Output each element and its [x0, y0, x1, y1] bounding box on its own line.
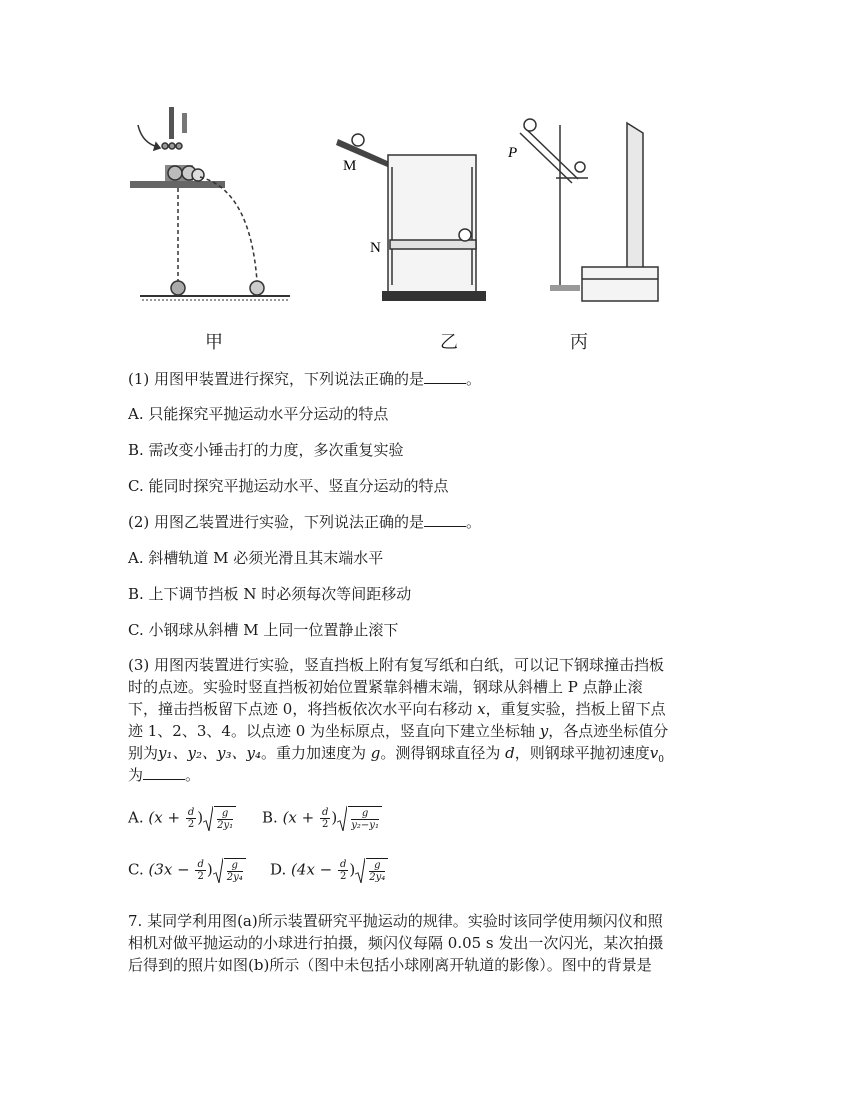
q1-option-c: C. 能同时探究平抛运动水平、竖直分运动的特点 [128, 477, 449, 495]
q3-option-c-letter: C. [128, 860, 144, 879]
close-paren: ) [206, 860, 213, 879]
q3-line6-a: 为 [128, 766, 144, 784]
q3-line4 [128, 720, 668, 741]
q3-line5-d: ，则钢球平抛初速度 [514, 744, 650, 762]
q3-option-a-sqrt [203, 806, 237, 831]
q3-option-a-frac [186, 807, 196, 830]
q3-var-y: y [539, 722, 549, 740]
q3-line6-b: 。 [185, 766, 201, 784]
sqrt-den: 2y₁ [217, 820, 234, 831]
close-paren: ) [349, 860, 356, 879]
caption-bing: 丙 [570, 332, 588, 353]
q3-line5-b: 。重力加速度为 [260, 744, 371, 762]
sqrt-den: 2y₄ [369, 872, 386, 883]
frac-den: 2 [197, 871, 204, 882]
sqrt-num: g [351, 808, 379, 820]
frac-num: d [197, 859, 204, 870]
q2-option-a: A. 斜槽轨道 M 必须光滑且其末端水平 [128, 549, 384, 567]
q3-line5 [128, 742, 664, 765]
sqrt-num: g [369, 860, 385, 872]
q3-line2: 时的点迹。实验时竖直挡板初始位置紧靠斜槽末端，钢球从斜槽上 P 点静止滚 [128, 678, 643, 696]
figure-yi [336, 134, 486, 301]
q1-option-a: A. 只能探究平抛运动水平分运动的特点 [128, 405, 389, 423]
sqrt-den: y₂−y₁ [351, 820, 379, 831]
q2-answer-blank [424, 512, 466, 527]
q3-option-a-letter: A. [128, 808, 144, 827]
q7-line2: 相机对做平抛运动的小球进行拍摄，频闪仪每隔 0.05 s 发出一次闪光，某次拍摄 [128, 934, 664, 952]
q2-stem [128, 511, 481, 532]
q3-option-a-expr: (x + [148, 808, 185, 827]
q3-option-b-sqrt [337, 806, 383, 831]
q3-option-b-frac [320, 807, 330, 830]
q3-option-b-letter: B. [262, 808, 278, 827]
q3-option-c-expr: (3x − [148, 860, 195, 879]
q3-var-x: x [477, 700, 486, 718]
q3-line3-b: ，重复实验，挡板上留下点 [485, 700, 666, 718]
q3-option-d-letter: D. [270, 860, 287, 879]
q2-stem-text: (2) 用图乙装置进行实验，下列说法正确的是 [128, 513, 425, 531]
q3-line6 [128, 764, 200, 785]
q3-line3 [128, 698, 666, 719]
q3-line1: (3) 用图丙装置进行实验，竖直挡板上附有复写纸和白纸，可以记下钢球撞击挡板 [128, 656, 665, 674]
q3-option-b-expr: (x + [282, 808, 319, 827]
q3-y-list: y₁、y₂、y₃、y₄ [158, 744, 261, 762]
q3-option-d-expr: (4x − [291, 860, 338, 879]
q3-option-d [270, 858, 389, 883]
q3-var-d: d [505, 744, 515, 762]
q3-option-a [128, 806, 237, 831]
label-P: P [508, 145, 518, 161]
q3-option-b [262, 806, 383, 831]
q3-option-c [128, 858, 247, 883]
q3-answer-blank [143, 765, 185, 780]
q3-option-d-sqrt [355, 858, 389, 883]
q3-sub-0: 0 [658, 755, 664, 765]
frac-num: d [187, 807, 195, 818]
q7-line3: 后得到的照片如图(b)所示（图中未包括小球刚离开轨道的影像）。图中的背景是 [128, 956, 652, 974]
q2-option-b: B. 上下调节挡板 N 时必须每次等间距移动 [128, 585, 412, 603]
close-paren: ) [197, 808, 204, 827]
caption-jia: 甲 [205, 332, 223, 353]
frac-num: d [340, 859, 347, 870]
q7-line1: 7. 某同学利用图(a)所示装置研究平抛运动的规律。实验时该同学使用频闪仪和照 [128, 912, 663, 930]
q1-stem-end: 。 [466, 370, 482, 388]
q2-option-c: C. 小钢球从斜槽 M 上同一位置静止滚下 [128, 621, 399, 639]
q3-line5-c: 。测得钢球直径为 [380, 744, 506, 762]
close-paren: ) [331, 808, 338, 827]
experiment-figures [120, 95, 680, 357]
label-N: N [370, 240, 381, 256]
q1-answer-blank [424, 369, 466, 384]
q3-option-c-frac [195, 859, 205, 882]
figure-bing [520, 119, 658, 301]
frac-den: 2 [340, 871, 347, 882]
frac-num: d [322, 807, 329, 818]
q1-option-b: B. 需改变小锤击打的力度，多次重复实验 [128, 441, 404, 459]
caption-yi: 乙 [440, 332, 458, 353]
sqrt-den: 2y₄ [226, 872, 243, 883]
label-M: M [343, 158, 357, 174]
q3-line4-b: ，各点迹坐标值分 [548, 722, 669, 740]
sqrt-num: g [227, 860, 243, 872]
q1-stem [128, 368, 481, 389]
frac-den: 2 [187, 819, 195, 830]
q3-option-c-sqrt [213, 858, 247, 883]
q3-var-v: v [649, 744, 659, 762]
figure-jia [130, 107, 290, 300]
frac-den: 2 [322, 819, 329, 830]
sqrt-num: g [217, 808, 233, 820]
q3-var-g: g [370, 744, 381, 762]
q2-stem-end: 。 [466, 513, 482, 531]
q1-stem-text: (1) 用图甲装置进行探究，下列说法正确的是 [128, 370, 425, 388]
q3-line5-a: 别为 [128, 744, 159, 762]
q3-line4-a: 迹 1、2、3、4。以点迹 0 为坐标原点，竖直向下建立坐标轴 [128, 722, 540, 740]
q3-line3-a: 下，撞击挡板留下点迹 0，将挡板依次水平向右移动 [128, 700, 478, 718]
q3-option-d-frac [338, 859, 348, 882]
